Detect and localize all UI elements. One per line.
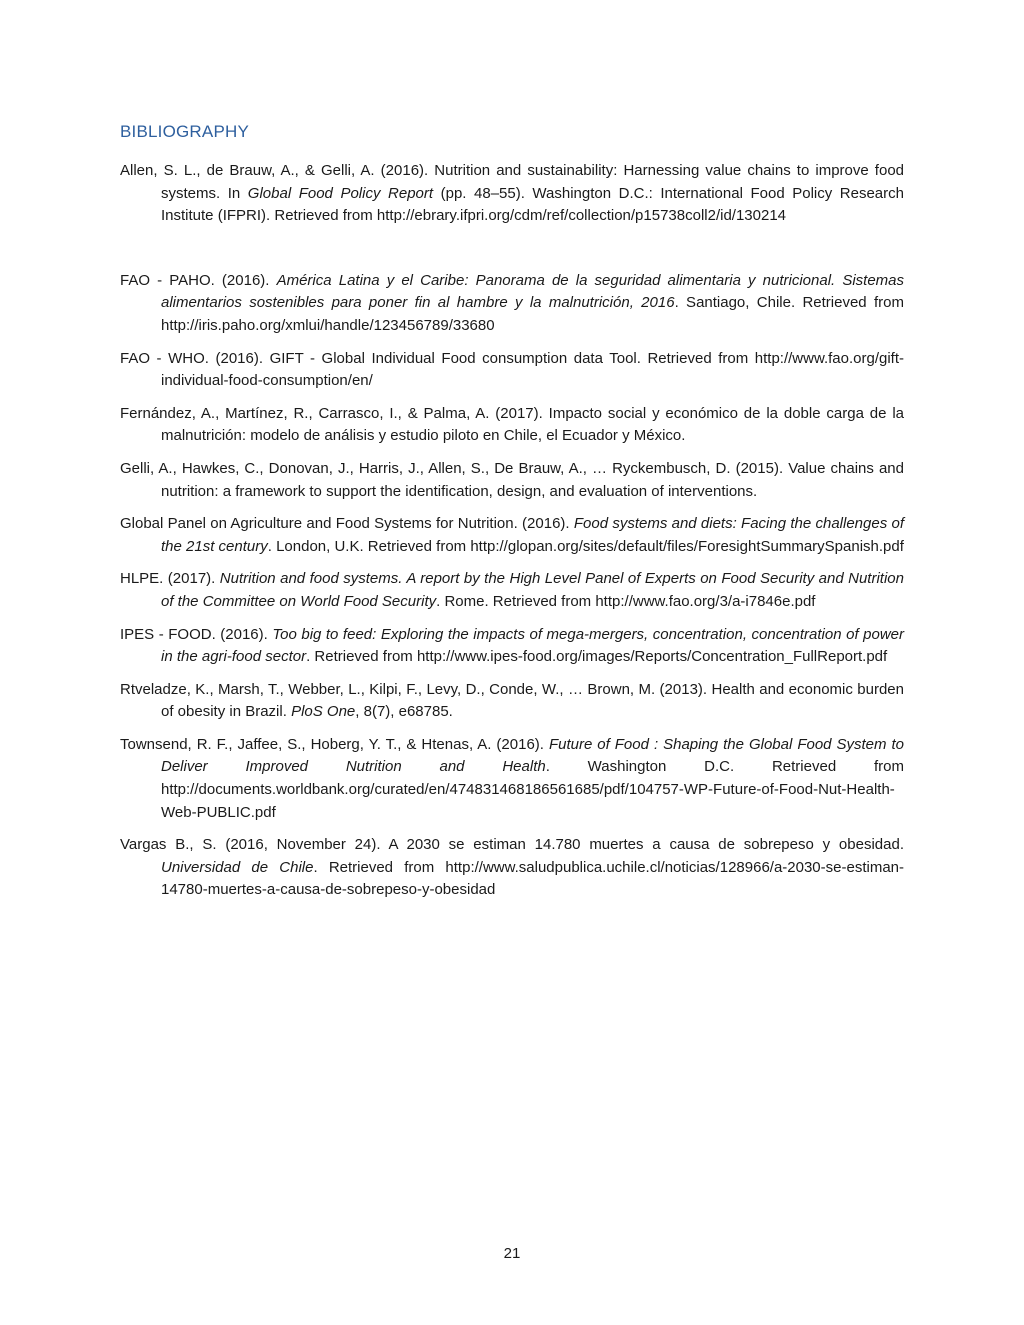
reference-entry: Gelli, A., Hawkes, C., Donovan, J., Harris, J., Allen, S., De Brauw, A., … Ryckembusch, D. (2015). Value chains and nutrition: a framework to support the identification, design, and evaluation of interventions. — [120, 459, 904, 500]
reference-entry: Fernández, A., Martínez, R., Carrasco, I., & Palma, A. (2017). Impacto social y económico de la doble carga de la malnutrición: modelo de análisis y estudio piloto en Chile, el Ecuador y México. — [120, 404, 904, 445]
page-number: 21 — [503, 1245, 521, 1262]
reference-entry: HLPE. (2017). Nutrition and food systems. A report by the High Level Panel of Experts on Food Security and Nutrition of the Committee on World Food Security. Rome. Retrieved from http://www.fao.org/3/a-i7846e.pdf — [120, 570, 904, 610]
reference-entry: Townsend, R. F., Jaffee, S., Hoberg, Y. T., & Htenas, A. (2016). Future of Food : Shaping the Global Food System to Deliver Improved Nutrition and Health. Washington D.C. Retrieved from http://documents.worldbank.org/curated/en/474831468186561685/pdf/104757-WP-Future-of-Food-Nut-Health-Web-PUBLIC.pdf — [120, 735, 904, 821]
reference-entry: FAO - PAHO. (2016). América Latina y el Caribe: Panorama de la seguridad alimentaria y nutricional. Sistemas alimentarios sostenibles para poner fin al hambre y la malnutrición, 2016. Santiago, Chile. Retrieved from http://iris.paho.org/xmlui/handle/123456789/33680 — [120, 271, 905, 334]
bibliography-heading: BIBLIOGRAPHY — [120, 122, 249, 141]
reference-entry: FAO - WHO. (2016). GIFT - Global Individual Food consumption data Tool. Retrieved from http://www.fao.org/gift-individual-food-consumption/en/ — [120, 349, 904, 390]
reference-list — [120, 160, 904, 912]
reference-entry: IPES - FOOD. (2016). Too big to feed: Exploring the impacts of mega-mergers, concentration, concentration of power in the agri-food sector. Retrieved from http://www.ipes-food.org/images/Reports/Concentration_FullReport.pdf — [120, 625, 905, 666]
reference-entry: Global Panel on Agriculture and Food Systems for Nutrition. (2016). Food systems and diets: Facing the challenges of the 21st century. London, U.K. Retrieved from http://glopan.org/sites/default/files/ForesightSummarySpanish.pdf — [120, 515, 904, 555]
reference-entry: Rtveladze, K., Marsh, T., Webber, L., Kilpi, F., Levy, D., Conde, W., … Brown, M. (2013). Health and economic burden of obesity in Brazil. PloS One, 8(7), e68785. — [120, 680, 904, 721]
reference-entry: Allen, S. L., de Brauw, A., & Gelli, A. (2016). Nutrition and sustainability: Harnessing value chains to improve food systems. In Global Food Policy Report (pp. 48–55). Washington D.C.: International Food Policy Research Institute (IFPRI). Retrieved from http://ebrary.ifpri.org/cdm/ref/collection/p15738coll2/id/130214 — [120, 162, 904, 225]
reference-entry: Vargas B., S. (2016, November 24). A 2030 se estiman 14.780 muertes a causa de sobrepeso y obesidad. Universidad de Chile. Retrieved from http://www.saludpublica.uchile.cl/noticias/128966/a-2030-se-estiman-14780-muertes-a-causa-de-sobrepeso-y-obesidad — [120, 836, 905, 899]
